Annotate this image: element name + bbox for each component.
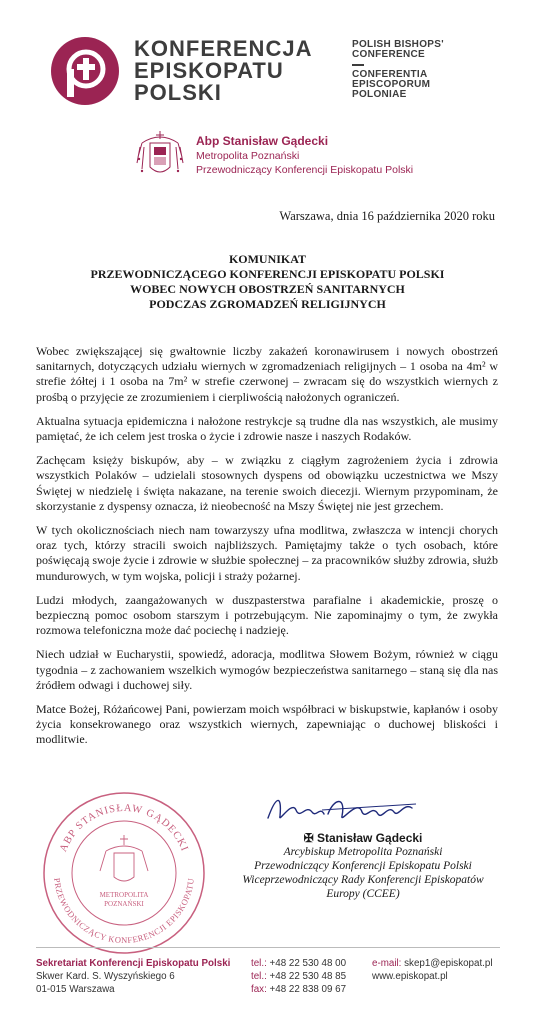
paragraph: Niech udział w Eucharystii, spowiedź, adoracja, modlitwa Słowem Bożym, również w ciągu tygodnia – z zachowaniem wszelkich wymogów bezpieczeństwa sanitarnego – staną się dla nas źródłem odwagi i duchowej siły. — [36, 647, 498, 692]
title-line: WOBEC NOWYCH OBOSTRZEŃ SANITARNYCH — [130, 282, 405, 296]
paragraph: Wobec zwiększającej się gwałtownie liczby zakażeń koronawirusem i nowych obostrzeń sanitarnych, dotyczących udziału wiernych w zgromadzeniach religijnych – 1 osoba na 4m² w strefie żółtej i 1 osoba na 7m² w strefie czerwonej – zwracam się do wszystkich wiernych z prośbą o przyjęcie ze zrozumieniem i cierpliwością nałożonych ograniczeń. — [36, 344, 498, 404]
fax-number: +48 22 838 09 67 — [269, 984, 347, 995]
letter-body — [36, 344, 498, 757]
title-line: PRZEWODNICZĄCEGO KONFERENCJI EPISKOPATU POLSKI — [90, 267, 445, 281]
footer-phones — [251, 957, 346, 996]
signature-block — [204, 831, 522, 901]
footer-city: 01-015 Warszawa — [36, 984, 115, 995]
email-label: e-mail: — [372, 958, 402, 969]
brand-en-1: POLISH BISHOPS' — [352, 39, 444, 50]
brand-la-2: EPISCOPORUM — [352, 79, 431, 90]
sender-role-2: Przewodniczący Konferencji Episkopatu Polski — [196, 164, 414, 176]
title-line: PODCZAS ZGROMADZEŃ RELIGIJNYCH — [149, 297, 386, 311]
brand-title — [134, 38, 312, 104]
tel-label: tel.: — [251, 958, 267, 969]
footer-divider — [36, 947, 500, 948]
paragraph: W tych okolicznościach niech nam towarzyszy ufna modlitwa, zwłaszcza w intencji chorych oraz tych, którzy stracili swoich najbliższych. Pamiętajmy także o tych osobach, które poświęcają swoje życie i zdrowie w służbie społecznej – za pracowników służby zdrowia, służb mundurowych, w tym wojska, policji i straży pożarnej. — [36, 523, 498, 583]
seal-top-text: ABP STANISŁAW GĄDECKI — [58, 802, 190, 854]
title-line: KOMUNIKAT — [228, 252, 307, 266]
signatory-title: Przewodniczący Konferencji Episkopatu Polski — [254, 860, 472, 872]
fax-label: fax: — [251, 984, 267, 995]
letter-date: Warszawa, dnia 16 października 2020 roku — [279, 209, 495, 223]
footer-contact — [372, 957, 493, 983]
divider — [352, 64, 364, 66]
footer-street: Skwer Kard. S. Wyszyńskiego 6 — [36, 971, 175, 982]
footer-org: Sekretariat Konferencji Episkopatu Polski — [36, 958, 231, 969]
sender-role-1: Metropolita Poznański — [196, 150, 300, 162]
phone-1[interactable]: +48 22 530 48 00 — [269, 958, 347, 969]
paragraph: Ludzi młodych, zaangażowanych w duszpasterstwa parafialne i akademickie, proszę o bezpieczną pomoc osobom starszym i potrzebującym. Nie zapominajmy o tym, że zwykła rozmowa telefoniczna może dać pociechę i nadzieję. — [36, 592, 498, 638]
signatory-name: ✠ Stanisław Gądecki — [303, 831, 423, 845]
seal-bottom-text: PRZEWODNICZĄCY KONFERENCJI EPISKOPATU — [52, 877, 196, 946]
signatory-title: Arcybiskup Metropolita Poznański — [283, 846, 443, 858]
brand-side-text — [352, 40, 444, 100]
email-link[interactable]: skep1@episkopat.pl — [404, 958, 493, 969]
coat-of-arms-icon — [136, 127, 184, 183]
handwritten-signature — [262, 790, 422, 830]
paragraph: Zachęcam księży biskupów, aby – w związku z ciągłym zagrożeniem życia i zdrowia wszystkich Polaków – udzielali stosownych dyspens od obowiązku uczestnictwa we Mszy Świętej w niedzielę i święta nakazane, na terenie swoich diecezji. Wiernym przypominam, że skorzystanie z dyspensy oznacza, iż nieobecność na Mszy Świętej nie jest grzechem. — [36, 453, 498, 513]
brand-la-3: POLONIAE — [352, 89, 407, 100]
sender-block — [196, 134, 413, 177]
official-seal-stamp — [40, 789, 208, 957]
brand-line-2: EPISKOPATU — [134, 58, 284, 83]
website-link[interactable]: www.episkopat.pl — [372, 971, 448, 982]
tel-label: tel.: — [251, 971, 267, 982]
brand-line-1: KONFERENCJA — [134, 36, 313, 61]
paragraph: Matce Bożej, Różańcowej Pani, powierzam moich współbraci w biskupstwie, kapłanów i osoby życia konsekrowanego oraz wszystkich wiernych, zapewniając o duchowej bliskości i modlitwie. — [36, 702, 498, 747]
brand-en-2: CONFERENCE — [352, 49, 426, 60]
footer-address — [36, 957, 230, 996]
sender-name: Abp Stanisław Gądecki — [196, 134, 329, 148]
communique-title — [0, 252, 535, 312]
paragraph: Aktualna sytuacja epidemiczna i nałożone restrykcje są trudne dla nas wszystkich, ale musimy pamiętać, że ich celem jest troska o życie i zdrowie nasze i naszych Rodaków. — [36, 413, 498, 444]
brand-line-3: POLSKI — [134, 80, 222, 105]
phone-2[interactable]: +48 22 530 48 85 — [269, 971, 347, 982]
seal-inner-2: POZNAŃSKI — [104, 900, 144, 908]
signatory-title: Wiceprzewodniczący Rady Konferencji Episkopatów — [242, 874, 484, 886]
signatory-title: Europy (CCEE) — [326, 888, 400, 900]
brand-la-1: CONFERENTIA — [352, 69, 428, 80]
seal-inner-1: METROPOLITA — [99, 891, 149, 899]
kep-logo-icon — [50, 36, 120, 106]
